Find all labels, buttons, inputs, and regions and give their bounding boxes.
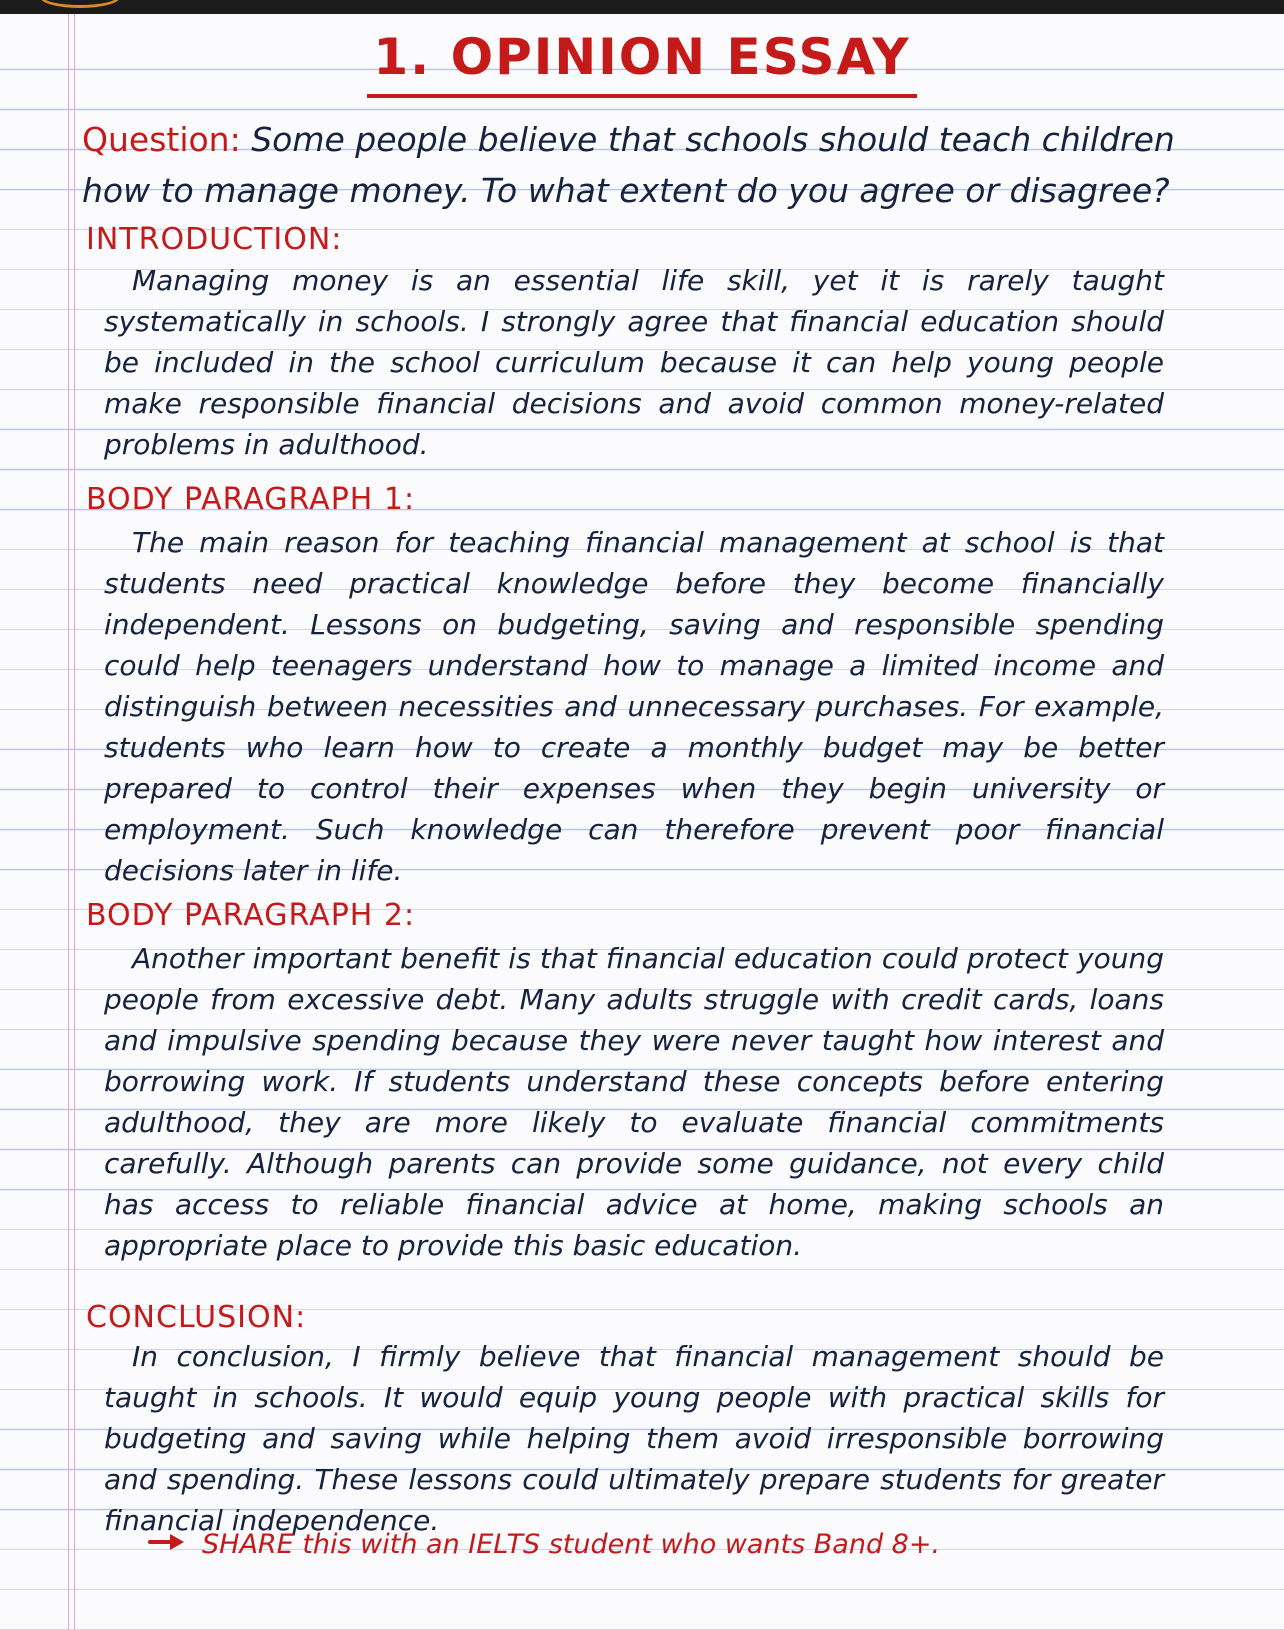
- arrow-right-icon: [148, 1528, 186, 1559]
- introduction-text: Managing money is an essential life skill, yet it is rarely taught systematically in schools. I strongly agree that financial education should be included in the school curriculum because it can help young people make responsible financial decisions and avoid common money-related problems in adulthood.: [104, 264, 1164, 461]
- notebook-page: [0, 14, 1284, 1630]
- share-text: SHARE this with an IELTS student who wants Band 8+.: [202, 1529, 941, 1560]
- essay-title: [0, 28, 1284, 98]
- body-paragraph-1-text: The main reason for teaching financial management at school is that students need practical knowledge before they become financially independent. Lessons on budgeting, saving and responsible spending could help teenagers understand how to manage a limited income and distinguish between necessities and unnecessary purchases. For example, students who learn how to create a monthly budget may be better prepared to control their expenses when they begin university or employment. Such knowledge can therefore prevent poor financial decisions later in life.: [104, 526, 1164, 887]
- conclusion-text: In conclusion, I firmly believe that financial management should be taught in schools. It would equip young people with practical skills for budgeting and saving while helping them avoid irresponsible borrowing and spending. These lessons could ultimately prepare students for greater financial independence.: [104, 1340, 1164, 1537]
- question-label: Question:: [82, 120, 241, 159]
- body-paragraph-2-heading: BODY PARAGRAPH 2:: [86, 898, 416, 933]
- question-text: Some people believe that schools should teach children how to manage money. To what extent do you agree or disagree?: [82, 120, 1175, 210]
- introduction-heading: INTRODUCTION:: [86, 222, 343, 257]
- margin-line: [74, 14, 75, 1630]
- share-callout: [148, 1529, 940, 1560]
- logo-edge: [40, 0, 120, 8]
- body-paragraph-1-heading: BODY PARAGRAPH 1:: [86, 482, 416, 517]
- question: [82, 114, 1202, 216]
- conclusion-heading: CONCLUSION:: [86, 1300, 307, 1335]
- essay-title-text: 1. OPINION ESSAY: [367, 28, 916, 98]
- body-paragraph-2-text: Another important benefit is that financial education could protect young people from excessive debt. Many adults struggle with credit cards, loans and impulsive spending because they were never taught how interest and borrowing work. If students understand these concepts before entering adulthood, they are more likely to evaluate financial commitments carefully. Although parents can provide some guidance, not every child has access to reliable financial advice at home, making schools an appropriate place to provide this basic education.: [104, 942, 1164, 1262]
- margin-line: [68, 14, 69, 1630]
- top-bar: [0, 0, 1284, 14]
